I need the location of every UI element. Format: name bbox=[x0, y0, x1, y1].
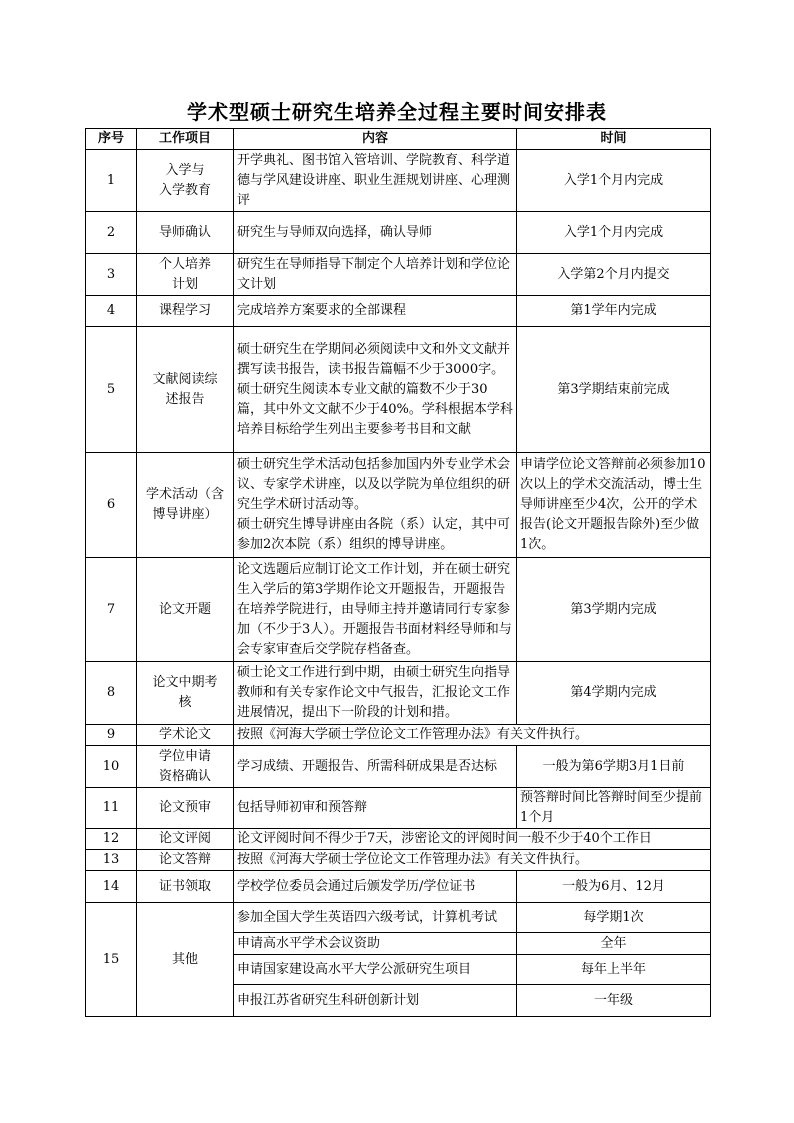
row-item: 论文评阅 bbox=[137, 829, 234, 850]
table-row bbox=[86, 788, 711, 829]
row-time: 一年级 bbox=[517, 985, 711, 1017]
row-time: 入学1个月内完成 bbox=[517, 212, 711, 254]
row-time: 第1学年内完成 bbox=[517, 296, 711, 327]
row-content: 研究生在导师指导下制定个人培养计划和学位论文计划 bbox=[234, 254, 517, 296]
row-content: 申报江苏省研究生科研创新计划 bbox=[234, 985, 517, 1017]
row-merged-content: 按照《河海大学硕士学位论文工作管理办法》有关文件执行。 bbox=[234, 725, 711, 746]
row-item: 论文预审 bbox=[137, 788, 234, 829]
row-no: 6 bbox=[86, 453, 137, 558]
row-time: 第3学期内完成 bbox=[517, 558, 711, 662]
row-item: 其他 bbox=[137, 903, 234, 1017]
row-time: 一般为第6学期3月1日前 bbox=[517, 746, 711, 788]
row-item: 证书领取 bbox=[137, 871, 234, 903]
header-no: 序号 bbox=[86, 129, 137, 150]
row-item: 论文中期考 核 bbox=[137, 662, 234, 725]
row-time: 每年上半年 bbox=[517, 955, 711, 985]
row-time: 申请学位论文答辩前必须参加10次以上的学术交流活动，博士生导师讲座至少4次，公开的学术报告(论文开题报告除外)至少做1次。 bbox=[517, 453, 711, 558]
table-row bbox=[86, 903, 711, 933]
row-content: 开学典礼、图书馆入管培训、学院教育、科学道德与学风建设讲座、职业生涯规划讲座、心理测评 bbox=[234, 150, 517, 212]
row-time: 每学期1次 bbox=[517, 903, 711, 933]
row-item: 学术活动（含 博导讲座） bbox=[137, 453, 234, 558]
table-row bbox=[86, 212, 711, 254]
row-time: 预答辩时间比答辩时间至少提前1个月 bbox=[517, 788, 711, 829]
row-item: 学术论文 bbox=[137, 725, 234, 746]
row-time: 第3学期结束前完成 bbox=[517, 327, 711, 453]
row-item: 课程学习 bbox=[137, 296, 234, 327]
row-item: 文献阅读综 述报告 bbox=[137, 327, 234, 453]
row-no: 2 bbox=[86, 212, 137, 254]
row-time: 入学1个月内完成 bbox=[517, 150, 711, 212]
row-item: 论文开题 bbox=[137, 558, 234, 662]
row-no: 8 bbox=[86, 662, 137, 725]
row-content: 学校学位委员会通过后颁发学历/学位证书 bbox=[234, 871, 517, 903]
row-no: 15 bbox=[86, 903, 137, 1017]
header-item: 工作项目 bbox=[137, 129, 234, 150]
row-item: 论文答辩 bbox=[137, 850, 234, 871]
row-time: 全年 bbox=[517, 933, 711, 955]
row-content: 学习成绩、开题报告、所需科研成果是否达标 bbox=[234, 746, 517, 788]
row-content: 论文选题后应制订论文工作计划，并在硕士研究生入学后的第3学期作论文开题报告，开题报告在培养学院进行，由导师主持并邀请同行专家参加（不少于3人）。开题报告书面材料经导师和与会专家审查后交学院存档备查。 bbox=[234, 558, 517, 662]
row-item: 导师确认 bbox=[137, 212, 234, 254]
table-row bbox=[86, 871, 711, 903]
row-content: 申请高水平学术会议资助 bbox=[234, 933, 517, 955]
row-content: 硕士研究生在学期间必须阅读中文和外文文献并撰写读书报告，读书报告篇幅不少于3000字。硕士研究生阅读本专业文献的篇数不少于30篇，其中外文文献不少于40%。学科根据本学科培养目标给学生列出主要参考书目和文献 bbox=[234, 327, 517, 453]
row-content: 包括导师初审和预答辩 bbox=[234, 788, 517, 829]
table-row bbox=[86, 558, 711, 662]
row-content: 完成培养方案要求的全部课程 bbox=[234, 296, 517, 327]
row-merged-content: 论文评阅时间不得少于7天，涉密论文的评阅时间一般不少于40个工作日 bbox=[234, 829, 711, 850]
row-content: 硕士研究生学术活动包括参加国内外专业学术会议、专家学术讲座，以及以学院为单位组织的研究生学术研讨活动等。 硕士研究生博导讲座由各院（系）认定，其中可参加2次本院（系）组织的博导讲座。 bbox=[234, 453, 517, 558]
table-header-row bbox=[86, 129, 711, 150]
row-item: 学位申请 资格确认 bbox=[137, 746, 234, 788]
row-content: 参加全国大学生英语四六级考试，计算机考试 bbox=[234, 903, 517, 933]
row-no: 4 bbox=[86, 296, 137, 327]
row-no: 14 bbox=[86, 871, 137, 903]
row-no: 1 bbox=[86, 150, 137, 212]
row-time: 一般为6月、12月 bbox=[517, 871, 711, 903]
header-time: 时间 bbox=[517, 129, 711, 150]
row-no: 7 bbox=[86, 558, 137, 662]
document-title: 学术型硕士研究生培养全过程主要时间安排表 bbox=[187, 100, 607, 124]
row-content: 研究生与导师双向选择，确认导师 bbox=[234, 212, 517, 254]
table-row bbox=[86, 254, 711, 296]
table-row bbox=[86, 296, 711, 327]
row-no: 12 bbox=[86, 829, 137, 850]
row-item: 入学与 入学教育 bbox=[137, 150, 234, 212]
row-no: 9 bbox=[86, 725, 137, 746]
row-no: 10 bbox=[86, 746, 137, 788]
table-row bbox=[86, 746, 711, 788]
row-no: 5 bbox=[86, 327, 137, 453]
table-row bbox=[86, 662, 711, 725]
row-time: 入学第2个月内提交 bbox=[517, 254, 711, 296]
row-item: 个人培养 计划 bbox=[137, 254, 234, 296]
table-row bbox=[86, 453, 711, 558]
table-row bbox=[86, 150, 711, 212]
header-content: 内容 bbox=[234, 129, 517, 150]
row-content: 硕士论文工作进行到中期，由硕士研究生向指导教师和有关专家作论文中气报告，汇报论文工作进展情况，提出下一阶段的计划和措。 bbox=[234, 662, 517, 725]
table-row bbox=[86, 829, 711, 850]
table-row bbox=[86, 725, 711, 746]
row-no: 13 bbox=[86, 850, 137, 871]
row-content: 申请国家建设高水平大学公派研究生项目 bbox=[234, 955, 517, 985]
table-row bbox=[86, 327, 711, 453]
row-merged-content: 按照《河海大学硕士学位论文工作管理办法》有关文件执行。 bbox=[234, 850, 711, 871]
row-time: 第4学期内完成 bbox=[517, 662, 711, 725]
schedule-table bbox=[85, 128, 711, 1017]
row-no: 3 bbox=[86, 254, 137, 296]
table-row bbox=[86, 850, 711, 871]
row-no: 11 bbox=[86, 788, 137, 829]
